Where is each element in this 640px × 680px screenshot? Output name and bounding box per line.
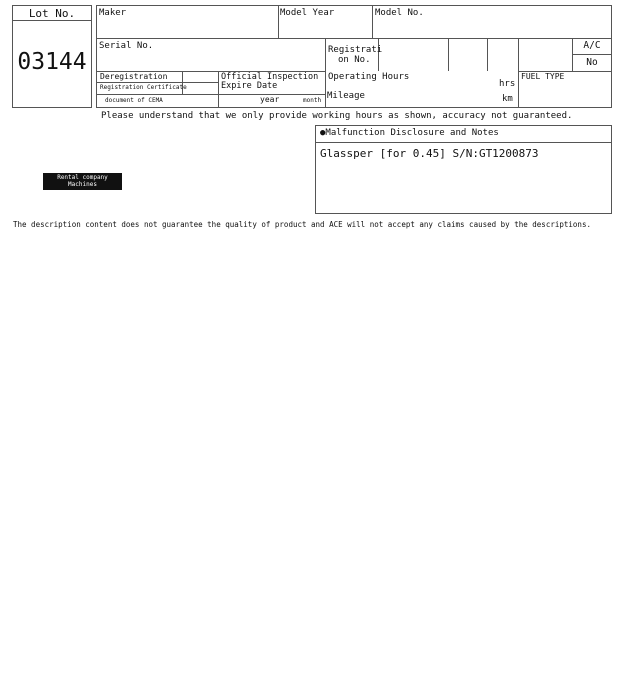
col-reg-start	[325, 38, 326, 108]
disclaimer: The description content does not guarantee the quality of product and ACE will not accept any claims caused by the descriptions.	[13, 220, 591, 229]
inspection-label-line1: Official Inspection	[221, 72, 319, 82]
km-unit: km	[502, 94, 513, 104]
lot-number: 03144	[17, 49, 87, 75]
col-year-end	[372, 5, 373, 38]
dereg-divider-1	[96, 82, 218, 83]
deregistration-label: Deregistration	[100, 72, 168, 81]
registration-label-line1: Registrati	[328, 45, 383, 55]
inspection-label-line2: Expire Date	[221, 81, 278, 91]
year-label: year	[260, 95, 280, 104]
ac-label: A/C	[583, 40, 601, 51]
lot-label: Lot No.	[28, 7, 76, 20]
col-maker-end	[278, 5, 279, 38]
hrs-unit: hrs	[499, 79, 516, 89]
col-inspection-start	[218, 71, 219, 108]
col-fuel-start	[518, 38, 519, 108]
fuel-type-label: FUEL TYPE	[521, 72, 565, 81]
notes-title: ●Malfunction Disclosure and Notes	[320, 128, 499, 138]
rental-company-badge	[43, 173, 122, 190]
ac-divider	[572, 54, 612, 55]
rental-badge-line1: Rental company	[57, 174, 108, 181]
notes-divider	[315, 142, 612, 143]
lot-divider	[12, 20, 92, 21]
col-reg-2	[448, 38, 449, 71]
model-no-label: Model No.	[375, 8, 424, 18]
rental-badge-line2: Machines	[68, 181, 97, 188]
maker-label: Maker	[99, 8, 127, 18]
notes-content: Glassper [for 0.45] S/N:GT1200873	[320, 147, 539, 160]
operating-hours-label: Operating Hours	[328, 72, 410, 82]
dereg-divider-2	[96, 94, 326, 95]
cema-label: document of CEMA	[105, 97, 163, 104]
notes-box	[315, 125, 612, 214]
serial-label: Serial No.	[99, 41, 154, 51]
ac-value: No	[586, 57, 598, 68]
working-hours-notice: Please understand that we only provide working hours as shown, accuracy not guaranteed.	[101, 111, 573, 121]
row-divider-1	[96, 38, 612, 39]
registration-certificate-label: Registration Certificate	[100, 84, 187, 91]
month-label: month	[303, 97, 322, 104]
model-year-label: Model Year	[280, 8, 335, 18]
mileage-label: Mileage	[327, 91, 365, 101]
registration-label-line2: on No.	[338, 55, 371, 65]
col-reg-3	[487, 38, 488, 71]
